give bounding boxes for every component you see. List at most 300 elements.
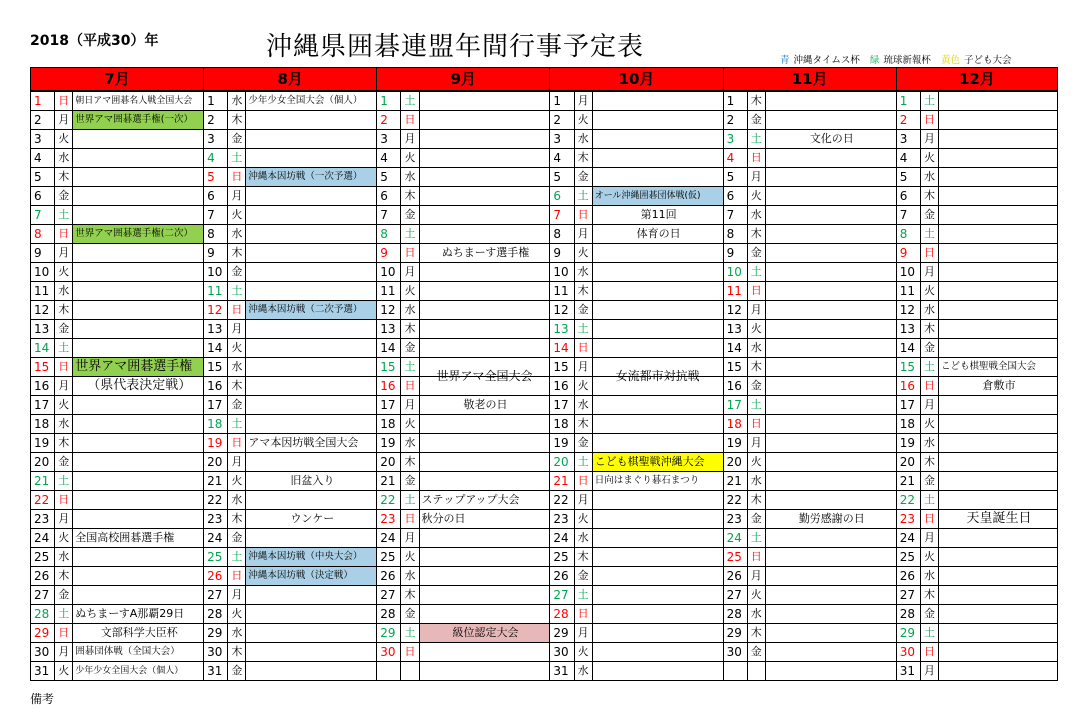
event-cell [939, 472, 1058, 491]
weekday: 金 [401, 472, 419, 491]
day-number: 6 [550, 187, 574, 206]
event-cell [246, 187, 377, 206]
weekday: 金 [401, 206, 419, 225]
event-cell [765, 244, 896, 263]
day-number: 11 [31, 282, 55, 301]
event-cell [73, 415, 204, 434]
weekday: 水 [401, 434, 419, 453]
table-row [31, 206, 1058, 225]
event-cell: 級位認定大会 [419, 624, 550, 643]
day-number: 9 [896, 244, 920, 263]
event-cell [939, 187, 1058, 206]
day-number: 29 [723, 624, 747, 643]
weekday: 木 [401, 453, 419, 472]
event-cell [939, 548, 1058, 567]
day-number: 19 [550, 434, 574, 453]
event-cell [765, 111, 896, 130]
day-number: 17 [723, 396, 747, 415]
event-cell: 倉敷市 [939, 377, 1058, 396]
event-cell [765, 643, 896, 662]
event-cell [765, 282, 896, 301]
weekday: 日 [55, 225, 73, 244]
event-cell [246, 491, 377, 510]
day-number: 15 [550, 358, 574, 377]
day-number: 3 [31, 130, 55, 149]
weekday: 日 [55, 491, 73, 510]
event-cell [246, 130, 377, 149]
event-cell [939, 206, 1058, 225]
table-row [31, 491, 1058, 510]
event-cell [939, 168, 1058, 187]
event-cell [592, 662, 723, 681]
event-cell [246, 529, 377, 548]
weekday: 日 [228, 434, 246, 453]
event-cell [939, 586, 1058, 605]
event-cell [939, 491, 1058, 510]
day-number: 23 [204, 510, 228, 529]
weekday: 日 [747, 548, 765, 567]
event-cell [765, 168, 896, 187]
weekday: 日 [574, 206, 592, 225]
day-number: 26 [204, 567, 228, 586]
day-number: 27 [204, 586, 228, 605]
weekday: 土 [747, 130, 765, 149]
event-cell: 第11回 [592, 206, 723, 225]
weekday: 水 [401, 567, 419, 586]
weekday: 日 [920, 377, 938, 396]
weekday: 土 [55, 605, 73, 624]
day-number: 1 [723, 91, 747, 111]
weekday: 水 [55, 282, 73, 301]
weekday: 金 [228, 396, 246, 415]
event-cell [246, 263, 377, 282]
day-number: 1 [204, 91, 228, 111]
weekday: 月 [401, 130, 419, 149]
weekday [401, 662, 419, 681]
event-cell [73, 396, 204, 415]
event-cell [419, 548, 550, 567]
weekday: 月 [747, 301, 765, 320]
event-cell: 文部科学大臣杯 [73, 624, 204, 643]
weekday: 水 [920, 301, 938, 320]
weekday: 日 [228, 567, 246, 586]
event-cell [765, 586, 896, 605]
event-cell [419, 149, 550, 168]
day-number: 6 [723, 187, 747, 206]
day-number: 11 [377, 282, 401, 301]
day-number: 17 [550, 396, 574, 415]
event-cell [419, 206, 550, 225]
weekday: 日 [920, 510, 938, 529]
weekday: 木 [401, 586, 419, 605]
weekday: 水 [574, 396, 592, 415]
weekday: 月 [574, 358, 592, 377]
day-number: 17 [377, 396, 401, 415]
event-cell [73, 472, 204, 491]
event-cell [765, 263, 896, 282]
event-cell [765, 358, 896, 377]
weekday: 水 [55, 415, 73, 434]
weekday: 月 [747, 168, 765, 187]
day-number: 23 [550, 510, 574, 529]
month-header: 12月 [896, 68, 1057, 92]
weekday: 火 [574, 510, 592, 529]
day-number: 2 [896, 111, 920, 130]
event-cell [419, 339, 550, 358]
day-number: 15 [204, 358, 228, 377]
day-number: 11 [896, 282, 920, 301]
weekday: 金 [228, 263, 246, 282]
weekday: 木 [747, 225, 765, 244]
day-number: 30 [896, 643, 920, 662]
event-cell [765, 491, 896, 510]
event-cell [246, 453, 377, 472]
event-cell [592, 244, 723, 263]
weekday: 火 [55, 263, 73, 282]
day-number: 20 [204, 453, 228, 472]
event-cell [73, 320, 204, 339]
event-cell: 囲碁団体戦（全国大会） [73, 643, 204, 662]
legend-blue-text: 沖縄タイムス杯 [793, 55, 860, 66]
day-number: 3 [896, 130, 920, 149]
weekday: 火 [55, 529, 73, 548]
event-cell [419, 415, 550, 434]
weekday: 火 [228, 339, 246, 358]
event-cell [939, 263, 1058, 282]
event-cell [765, 567, 896, 586]
event-cell [419, 301, 550, 320]
event-cell: こども棋聖戦沖縄大会 [592, 453, 723, 472]
event-cell [419, 472, 550, 491]
weekday [747, 662, 765, 681]
day-number: 18 [204, 415, 228, 434]
event-cell: ぬちまーすA那覇29日 [73, 605, 204, 624]
event-cell: ステップアップ大会 [419, 491, 550, 510]
weekday: 月 [747, 434, 765, 453]
weekday: 金 [228, 529, 246, 548]
weekday: 水 [228, 491, 246, 510]
event-cell [246, 244, 377, 263]
weekday: 日 [401, 377, 419, 396]
event-cell: （県代表決定戦） [73, 377, 204, 396]
weekday: 水 [574, 529, 592, 548]
table-row [31, 225, 1058, 244]
table-row [31, 282, 1058, 301]
day-number: 12 [31, 301, 55, 320]
weekday: 月 [920, 130, 938, 149]
year-label: 2018（平成30）年 [30, 33, 159, 49]
event-cell [73, 491, 204, 510]
event-cell [765, 472, 896, 491]
day-number: 11 [550, 282, 574, 301]
day-number: 2 [723, 111, 747, 130]
weekday: 日 [574, 472, 592, 491]
event-cell [419, 187, 550, 206]
event-cell [73, 586, 204, 605]
event-cell [592, 624, 723, 643]
day-number: 29 [896, 624, 920, 643]
day-number: 3 [723, 130, 747, 149]
day-number: 29 [550, 624, 574, 643]
weekday: 金 [574, 168, 592, 187]
day-number: 7 [723, 206, 747, 225]
day-number: 27 [31, 586, 55, 605]
event-cell: 旧盆入り [246, 472, 377, 491]
weekday: 水 [228, 358, 246, 377]
day-number: 24 [723, 529, 747, 548]
day-number: 30 [550, 643, 574, 662]
day-number: 4 [204, 149, 228, 168]
weekday: 土 [401, 624, 419, 643]
day-number: 28 [550, 605, 574, 624]
day-number: 24 [377, 529, 401, 548]
event-cell [765, 434, 896, 453]
weekday: 金 [747, 244, 765, 263]
event-cell [592, 263, 723, 282]
event-cell [73, 149, 204, 168]
weekday: 金 [228, 130, 246, 149]
weekday: 月 [574, 91, 592, 111]
event-cell [592, 510, 723, 529]
weekday: 月 [747, 567, 765, 586]
legend-green-text: 琉球新報杯 [883, 55, 931, 66]
table-row [31, 377, 1058, 396]
event-cell [592, 369, 723, 396]
day-number: 12 [204, 301, 228, 320]
weekday: 火 [228, 206, 246, 225]
day-number: 12 [377, 301, 401, 320]
day-number: 7 [377, 206, 401, 225]
weekday: 月 [920, 396, 938, 415]
event-cell [246, 586, 377, 605]
event-cell [939, 396, 1058, 415]
table-row [31, 149, 1058, 168]
day-number: 6 [896, 187, 920, 206]
weekday: 月 [228, 187, 246, 206]
event-cell [592, 339, 723, 358]
month-header: 8月 [204, 68, 377, 92]
day-number: 9 [723, 244, 747, 263]
weekday: 火 [228, 472, 246, 491]
event-cell: 勤労感謝の日 [765, 510, 896, 529]
day-number: 4 [723, 149, 747, 168]
month-header: 9月 [377, 68, 550, 92]
weekday: 土 [401, 358, 419, 377]
day-number: 22 [723, 491, 747, 510]
day-number: 22 [550, 491, 574, 510]
table-row [31, 415, 1058, 434]
day-number: 28 [31, 605, 55, 624]
day-number: 27 [377, 586, 401, 605]
legend-blue-key: 青 [780, 55, 790, 66]
day-number: 10 [377, 263, 401, 282]
weekday: 月 [55, 244, 73, 263]
event-text: 女流都市対抗戦 [615, 369, 700, 383]
weekday: 月 [574, 624, 592, 643]
month-header: 7月 [31, 68, 204, 92]
day-number: 29 [377, 624, 401, 643]
event-cell [246, 225, 377, 244]
weekday: 金 [920, 339, 938, 358]
day-number: 1 [550, 91, 574, 111]
day-number: 23 [377, 510, 401, 529]
event-cell [939, 244, 1058, 263]
day-number: 29 [31, 624, 55, 643]
table-row [31, 434, 1058, 453]
weekday: 火 [747, 187, 765, 206]
event-cell [939, 320, 1058, 339]
table-row [31, 453, 1058, 472]
weekday: 金 [920, 206, 938, 225]
day-number: 22 [896, 491, 920, 510]
day-number: 5 [550, 168, 574, 187]
legend [780, 52, 1015, 66]
day-number: 26 [377, 567, 401, 586]
event-cell [939, 130, 1058, 149]
weekday: 金 [55, 586, 73, 605]
table-row [31, 244, 1058, 263]
event-cell [939, 434, 1058, 453]
weekday: 水 [55, 149, 73, 168]
weekday: 火 [920, 548, 938, 567]
weekday: 月 [228, 586, 246, 605]
table-row [31, 529, 1058, 548]
event-cell [419, 434, 550, 453]
day-number: 28 [723, 605, 747, 624]
event-cell [592, 282, 723, 301]
event-cell [73, 301, 204, 320]
event-cell [765, 339, 896, 358]
day-number: 29 [204, 624, 228, 643]
day-number: 1 [377, 91, 401, 111]
event-cell [73, 130, 204, 149]
day-number: 26 [896, 567, 920, 586]
event-cell: 体育の日 [592, 225, 723, 244]
event-cell [73, 510, 204, 529]
event-cell [939, 567, 1058, 586]
event-cell [592, 491, 723, 510]
day-number: 12 [896, 301, 920, 320]
event-cell [246, 377, 377, 396]
day-number: 19 [723, 434, 747, 453]
day-number: 13 [31, 320, 55, 339]
day-number: 14 [723, 339, 747, 358]
weekday: 日 [228, 301, 246, 320]
event-cell [765, 225, 896, 244]
weekday: 水 [747, 206, 765, 225]
day-number: 26 [550, 567, 574, 586]
event-cell [73, 263, 204, 282]
weekday: 木 [228, 510, 246, 529]
event-cell [419, 91, 550, 111]
event-cell [765, 415, 896, 434]
event-cell [939, 225, 1058, 244]
event-cell [592, 168, 723, 187]
day-number: 11 [204, 282, 228, 301]
weekday: 土 [747, 396, 765, 415]
day-number: 25 [377, 548, 401, 567]
day-number: 7 [31, 206, 55, 225]
day-number: 25 [896, 548, 920, 567]
weekday: 日 [574, 605, 592, 624]
event-cell [246, 149, 377, 168]
table-row [31, 624, 1058, 643]
event-cell [246, 320, 377, 339]
weekday: 金 [401, 605, 419, 624]
weekday: 土 [574, 187, 592, 206]
day-number: 9 [31, 244, 55, 263]
day-number: 24 [31, 529, 55, 548]
day-number: 26 [31, 567, 55, 586]
weekday: 月 [55, 510, 73, 529]
event-cell: 世界アマ囲碁選手権(一次） [73, 111, 204, 130]
weekday: 土 [55, 206, 73, 225]
event-cell: 朝日アマ囲碁名人戦全国大会 [73, 91, 204, 111]
weekday: 水 [401, 168, 419, 187]
event-cell: オール沖縄囲碁団体戦(仮) [592, 187, 723, 206]
event-cell: 天皇誕生日 [939, 510, 1058, 529]
event-cell [73, 168, 204, 187]
weekday: 日 [55, 624, 73, 643]
weekday: 土 [920, 91, 938, 111]
weekday: 金 [747, 510, 765, 529]
weekday: 月 [55, 643, 73, 662]
event-cell: ぬちまーす選手権 [419, 244, 550, 263]
weekday: 火 [574, 111, 592, 130]
event-cell [765, 605, 896, 624]
event-cell [592, 415, 723, 434]
event-cell: 文化の日 [765, 130, 896, 149]
weekday: 日 [920, 244, 938, 263]
weekday: 土 [574, 453, 592, 472]
weekday: 火 [920, 415, 938, 434]
weekday: 木 [920, 187, 938, 206]
event-cell [419, 567, 550, 586]
event-cell [592, 91, 723, 111]
event-cell [939, 301, 1058, 320]
day-number: 31 [550, 662, 574, 681]
event-cell [765, 396, 896, 415]
day-number: 6 [204, 187, 228, 206]
day-number: 22 [204, 491, 228, 510]
weekday: 月 [574, 225, 592, 244]
day-number: 9 [550, 244, 574, 263]
table-row [31, 548, 1058, 567]
weekday: 水 [401, 301, 419, 320]
day-number: 8 [31, 225, 55, 244]
event-cell [765, 149, 896, 168]
day-number: 23 [896, 510, 920, 529]
month-header: 11月 [723, 68, 896, 92]
day-number: 10 [31, 263, 55, 282]
event-cell [765, 206, 896, 225]
weekday: 日 [574, 339, 592, 358]
table-row [31, 339, 1058, 358]
event-cell [73, 453, 204, 472]
weekday: 木 [55, 567, 73, 586]
weekday: 火 [55, 662, 73, 681]
weekday: 火 [401, 415, 419, 434]
weekday: 土 [228, 548, 246, 567]
day-number: 21 [550, 472, 574, 491]
weekday: 木 [920, 320, 938, 339]
weekday: 火 [55, 396, 73, 415]
event-cell [765, 548, 896, 567]
table-row [31, 472, 1058, 491]
event-cell [592, 301, 723, 320]
weekday: 日 [401, 643, 419, 662]
weekday: 日 [401, 510, 419, 529]
